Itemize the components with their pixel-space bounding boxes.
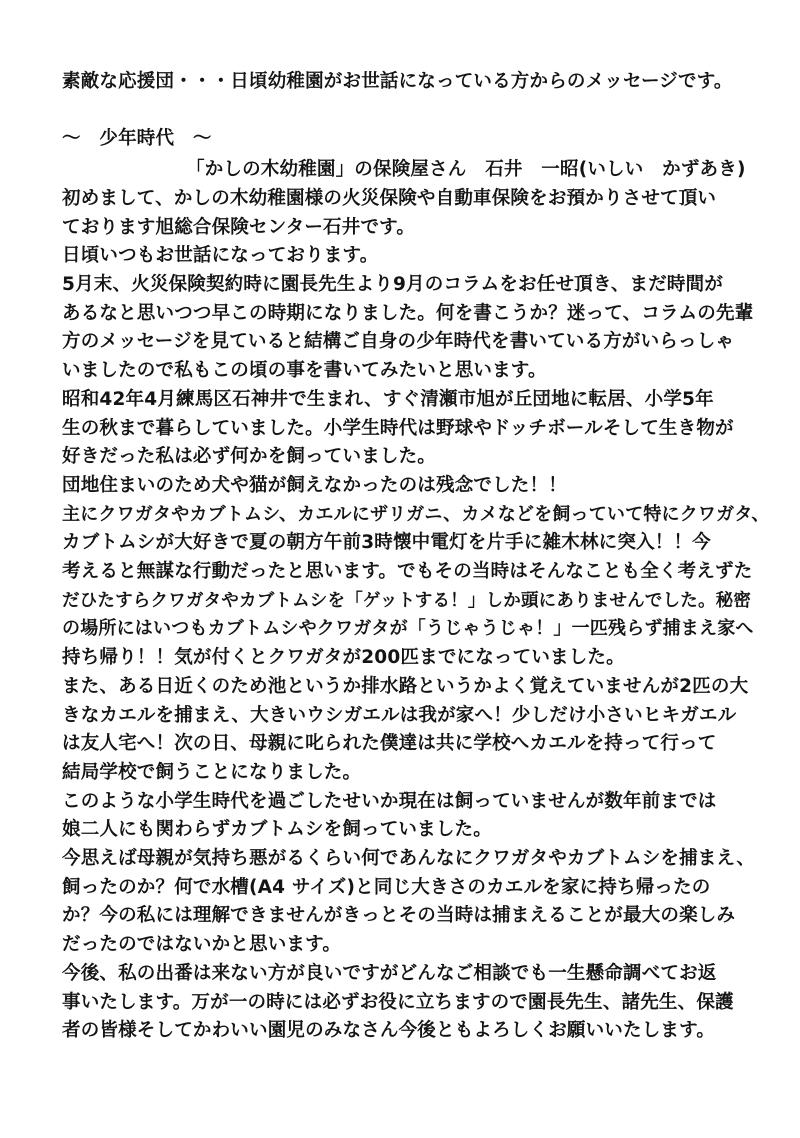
- body-line: きなカエルを捕まえ、大きいウシガエルは我が家へ！少しだけ小さいヒキガエル: [62, 705, 737, 726]
- body-line: 者の皆様そしてかわいい園児のみなさん今後ともよろしくお願いいたします。: [62, 1020, 716, 1041]
- body-line: 考えると無謀な行動だったと思います。でもその当時はそんなことも全く考えずた: [62, 561, 753, 582]
- body-line: あるなと思いつつ早この時期になりました。何を書こうか？迷って、コラムの先輩: [62, 303, 754, 324]
- body-line: 5月末、火災保険契約時に園長先生より9月のコラムをお任せ頂き、まだ時間が: [62, 274, 724, 295]
- body-line: このような小学生時代を過ごしたせいか現在は飼っていませんが数年前までは: [62, 791, 717, 812]
- body-line: だったのではないかと思います。: [62, 934, 342, 955]
- body-line: 今思えば母親が気持ち悪がるくらい何であんなにクワガタやカブトムシを捕まえ、: [62, 848, 756, 869]
- body-line: 方のメッセージを見ていると結構ご自身の少年時代を書いている方がいらっしゃ: [62, 331, 735, 352]
- intro-line: 素敵な応援団・・・日頃幼稚園がお世話になっている方からのメッセージです。: [62, 71, 733, 92]
- body-line: 今後、私の出番は来ない方が良いですがどんなご相談でも一生懸命調べてお返: [62, 963, 717, 984]
- body-line: 事いたします。万が一の時には必ずお役に立ちますので園長先生、諸先生、保護: [62, 992, 734, 1013]
- body-line: カブトムシが大好きで夏の朝方午前3時懐中電灯を片手に雑木林に突入！！今: [62, 532, 711, 553]
- body-line: の場所にはいつもカブトムシやクワガタが「うじゃうじゃ！」一匹残らず捕まえ家へ: [62, 618, 754, 639]
- body-line: また、ある日近くのため池というか排水路というかよく覚えていませんが2匹の大: [62, 676, 749, 697]
- body-line: いましたので私もこの頃の事を書いてみたいと思います。: [62, 360, 547, 381]
- body-line: は友人宅へ！次の日、母親に叱られた僕達は共に学校へカエルを持って行って: [62, 733, 717, 754]
- body-line: 好きだった私は必ず何かを飼っていました。: [62, 446, 437, 467]
- author-byline: 「かしの木幼稚園」の保険屋さん 石井 一昭(いしい かずあき): [186, 159, 746, 180]
- body-line: 初めまして、かしの木幼稚園様の火災保険や自動車保険をお預かりさせて頂い: [62, 188, 717, 209]
- section-heading: ～ 少年時代 ～: [62, 128, 212, 149]
- body-line: 生の秋まで暮らしていました。小学生時代は野球やドッチボールそして生き物が: [62, 418, 734, 439]
- body-line: 結局学校で飼うことになりました。: [62, 762, 362, 783]
- body-line: 団地住まいのため犬や猫が飼えなかったのは残念でした！！: [62, 475, 567, 496]
- body-line: 娘二人にも関わらずカブトムシを飼っていました。: [62, 819, 492, 840]
- body-line: 持ち帰り！！気が付くとクワガタが200匹までになっていました。: [62, 647, 625, 668]
- body-line: 主にクワガタやカブトムシ、カエルにザリガニ、カメなどを飼っていて特にクワガタ、: [62, 504, 770, 525]
- body-line: 昭和42年4月練馬区石神井で生まれ、すぐ清瀬市旭が丘団地に転居、小学5年: [62, 389, 714, 410]
- body-line: 飼ったのか？何で水槽(A4 サイズ)と同じ大きさのカエルを家に持ち帰ったの: [62, 877, 711, 898]
- body-line: か？今の私には理解できませんがきっとその当時は捕まえることが最大の楽しみ: [62, 905, 736, 926]
- body-line: だひたすらクワガタやカブトムシを「ゲットする！」しか頭にありませんでした。秘密: [62, 591, 752, 611]
- body-line: ております旭総合保険センター石井です。: [62, 217, 416, 238]
- body-line: 日頃いつもお世話になっております。: [62, 245, 379, 266]
